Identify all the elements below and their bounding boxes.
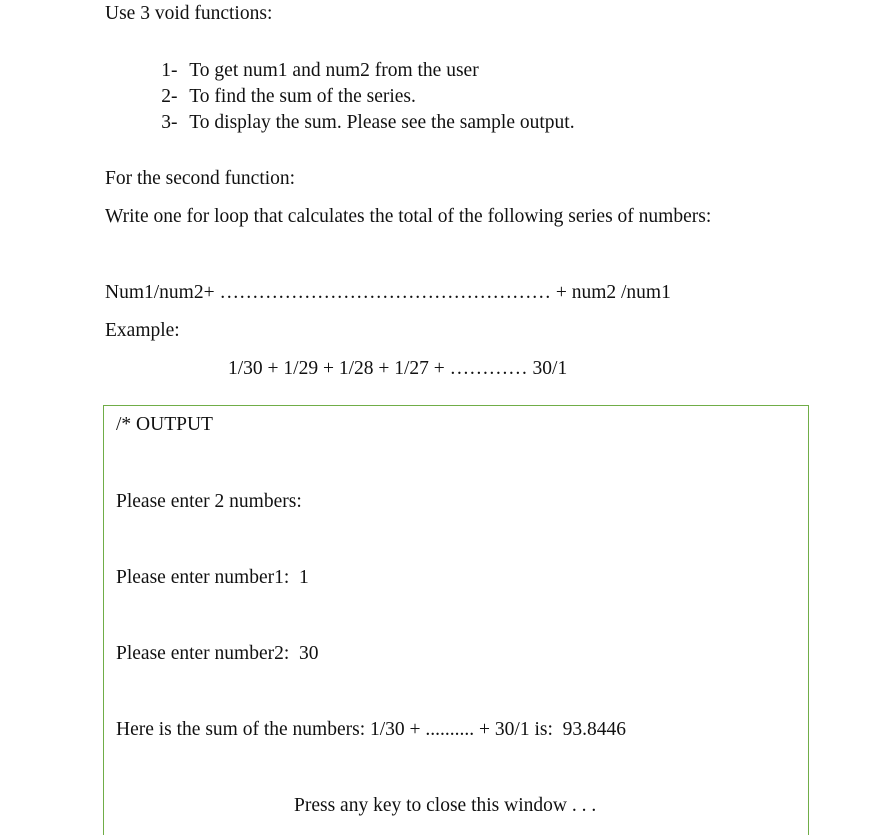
- second-function-heading: For the second function:: [105, 168, 296, 189]
- output-number1-line: Please enter number1: 1: [116, 567, 309, 588]
- list-item-text: To display the sum. Please see the sample output.: [189, 111, 575, 133]
- list-item: [132, 93, 575, 152]
- list-item-number: 2-: [161, 85, 178, 107]
- output-number2-line: Please enter number2: 30: [116, 643, 319, 664]
- series-formula: Num1/num2+ …………………………………………… + num2 /num1: [105, 282, 671, 303]
- output-header: /* OUTPUT: [116, 414, 213, 435]
- example-series: 1/30 + 1/29 + 1/28 + 1/27 + ………… 30/1: [228, 358, 568, 379]
- output-prompt: Please enter 2 numbers:: [116, 491, 302, 512]
- sample-output-box: [103, 405, 809, 835]
- example-label: Example:: [105, 320, 180, 341]
- list-item-number: 3-: [161, 111, 178, 133]
- list-item-text: To find the sum of the series.: [189, 85, 416, 107]
- loop-instruction: Write one for loop that calculates the total of the following series of numbers:: [105, 206, 712, 227]
- output-close-line: Press any key to close this window . . .: [294, 795, 597, 816]
- list-item-number: 1-: [161, 59, 178, 81]
- intro-text: Use 3 void functions:: [105, 3, 273, 24]
- list-item-text: To get num1 and num2 from the user: [189, 59, 479, 81]
- output-sum-line: Here is the sum of the numbers: 1/30 + .......... + 30/1 is: 93.8446: [116, 719, 626, 740]
